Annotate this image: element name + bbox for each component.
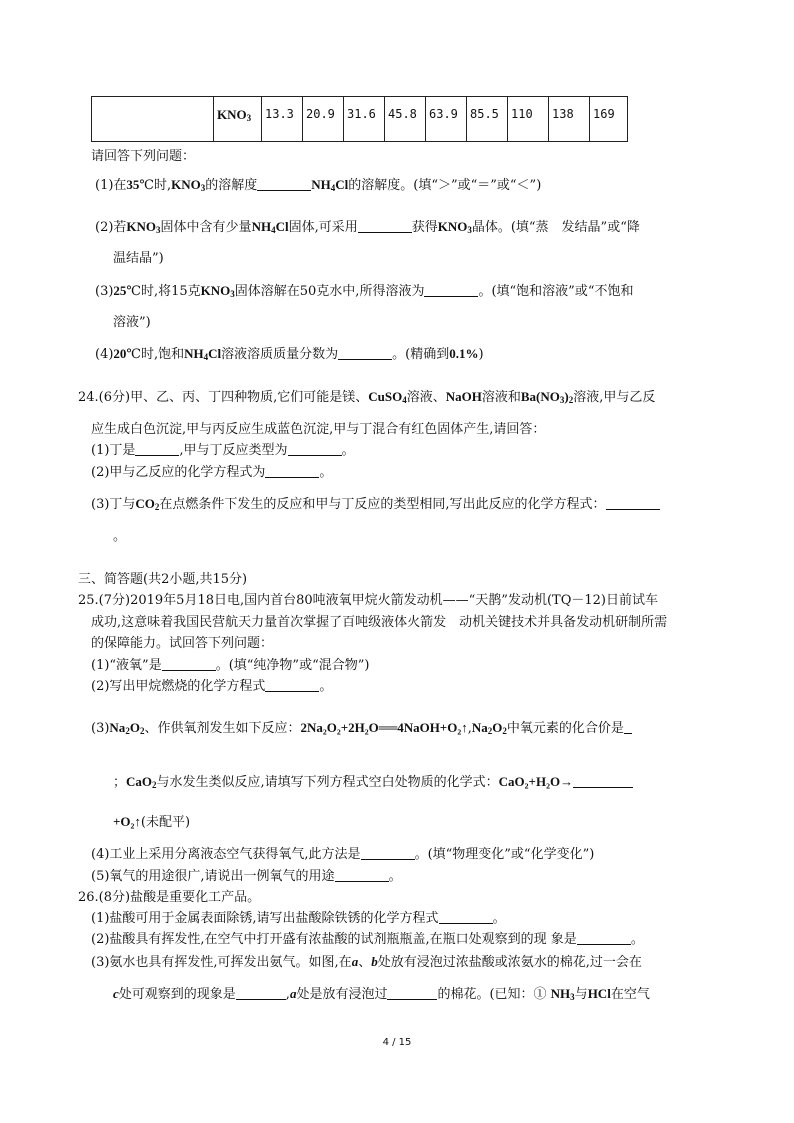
- table-cell: 169: [590, 97, 628, 142]
- answer-blank[interactable]: [335, 868, 389, 882]
- page-number: 4 / 15: [382, 1037, 412, 1048]
- q25-part5: (5)氧气的用途很广,请说出一例氧气的用途 。: [91, 869, 402, 884]
- table-cell: 110: [508, 97, 549, 142]
- table-cell: 138: [549, 97, 590, 142]
- answer-blank[interactable]: [162, 657, 216, 671]
- q24-line2: 应生成白色沉淀,甲与丙反应生成蓝色沉淀,甲与丁混合有红色固体产生,请回答：: [91, 422, 546, 437]
- q25-line2: 成功,这意味着我国民营航天力量首次掌握了百吨级液体火箭发 动机关键技术并具备发动机研制所需: [91, 615, 668, 630]
- answer-blank[interactable]: [338, 346, 392, 360]
- table-cell: 63.9: [426, 97, 467, 142]
- answer-blank[interactable]: [135, 442, 179, 456]
- answer-blank[interactable]: [236, 986, 286, 1000]
- q26-part2: (2)盐酸具有挥发性,在空气中打开盛有浓盐酸的试剂瓶瓶盖,在瓶口处观察到的现 象是 。: [91, 932, 644, 947]
- answer-blank[interactable]: [624, 720, 632, 734]
- answer-blank[interactable]: [288, 442, 342, 456]
- table-cell: 20.9: [303, 97, 344, 142]
- q24-part2: (2)甲与乙反应的化学方程式为 。: [91, 465, 333, 480]
- q23-intro: 请回答下列问题：: [91, 149, 196, 164]
- answer-blank[interactable]: [573, 774, 633, 788]
- section-title: 三、简答题(共2小题,共15分): [78, 572, 248, 587]
- q24-part3: (3)丁与$CO_2$在点燃条件下发生的反应和甲与丁反应的类型相同,写出此反应的化学方程式：: [91, 495, 660, 514]
- q25-line1: 25.(7分)2019年5月18日电,国内首台80吨液氧甲烷火箭发动机——“天鹊”发动机(TQ－12)日前试车: [78, 593, 658, 608]
- answer-blank[interactable]: [361, 846, 415, 860]
- q23-part3: (3)25℃时,将15克$KNO_3$固体溶解在50克水中,所得溶液为 。(填“饱和溶液”或“不饱和: [95, 283, 634, 299]
- table-cell: 45.8: [385, 97, 426, 142]
- q26-part3-line2: c处可观察到的现象是 ,a处是放有浸泡过 的棉花。(已知：① $NH_3$与HCl在空气: [113, 986, 650, 1002]
- answer-blank[interactable]: [257, 177, 311, 191]
- q24-line1: 24.(6分)甲、乙、丙、丁四种物质,它们可能是镁、CuSO$_4$溶液、NaOH溶液和$Ba(NO_3)_2$溶液,甲与乙反: [78, 389, 656, 405]
- q25-part1: (1)“液氧”是 。(填“纯净物”或“混合物”): [91, 658, 370, 673]
- answer-blank[interactable]: [424, 283, 478, 297]
- q25-part3-line3: +O₂↑(未配平): [113, 814, 191, 830]
- table-row-label: $KNO_3$: [214, 97, 262, 142]
- q23-part2: (2)若$KNO_3$固体中含有少量$NH_4Cl$固体,可采用 获得$KNO_3$晶体。(填“蒸 发结晶”或“降: [95, 219, 640, 235]
- q23-part4: (4)20℃时,饱和$NH_4Cl$溶液溶质质量分数为 。(精确到0.1%): [95, 346, 484, 362]
- answer-blank[interactable]: [265, 678, 319, 692]
- answer-blank[interactable]: [265, 464, 319, 478]
- table-cell: 13.3: [262, 97, 303, 142]
- answer-blank[interactable]: [439, 910, 493, 924]
- q23-part1: (1)在35℃时$,KNO_3$的溶解度 $NH_4Cl$的溶解度。(填“＞”或“＝”或“＜”): [95, 177, 542, 193]
- solubility-table: [91, 96, 628, 142]
- q26-part3: (3)氨水也具有挥发性,可挥发出氨气。如图,在a、b处放有浸泡过浓盐酸或浓氨水的棉花,过一会在: [91, 954, 642, 970]
- answer-blank[interactable]: [387, 986, 437, 1000]
- table-cell-empty: [92, 97, 214, 142]
- answer-blank[interactable]: [606, 496, 660, 510]
- q24-part3-end: 。: [113, 529, 127, 544]
- q25-part3: $(3)Na_2O_2$、作供氧剂发生如下反应：$2Na_2O_2+2H_2O══4NaOH+O_2↑,Na_2O_2$中氧元素的化合价是: [91, 719, 632, 738]
- q26-part1: (1)盐酸可用于金属表面除锈,请写出盐酸除铁锈的化学方程式 。: [91, 911, 506, 926]
- q25-part3-line2: ；CaO$_2$与水发生类似反应,请填写下列方程式空白处物质的化学式：CaO₂+H₂O→: [113, 773, 633, 792]
- q23-part2-cont: 温结晶”): [113, 251, 164, 266]
- q24-part1: (1)丁是 ,甲与丁反应类型为 。: [91, 443, 355, 458]
- answer-blank[interactable]: [358, 219, 412, 233]
- q23-part3-cont: 溶液”): [113, 315, 151, 330]
- q26-line1: 26.(8分)盐酸是重要化工产品。: [78, 890, 261, 905]
- table-cell: 31.6: [344, 97, 385, 142]
- answer-blank[interactable]: [577, 931, 631, 945]
- table-row: [92, 97, 628, 142]
- q25-part2: (2)写出甲烷燃烧的化学方程式 。: [91, 679, 333, 694]
- q25-line3: 的保障能力。试回答下列问题：: [91, 636, 274, 651]
- table-cell: 85.5: [467, 97, 508, 142]
- q25-part4: (4)工业上采用分离液态空气获得氧气,此方法是 。(填“物理变化”或“化学变化”): [91, 847, 595, 862]
